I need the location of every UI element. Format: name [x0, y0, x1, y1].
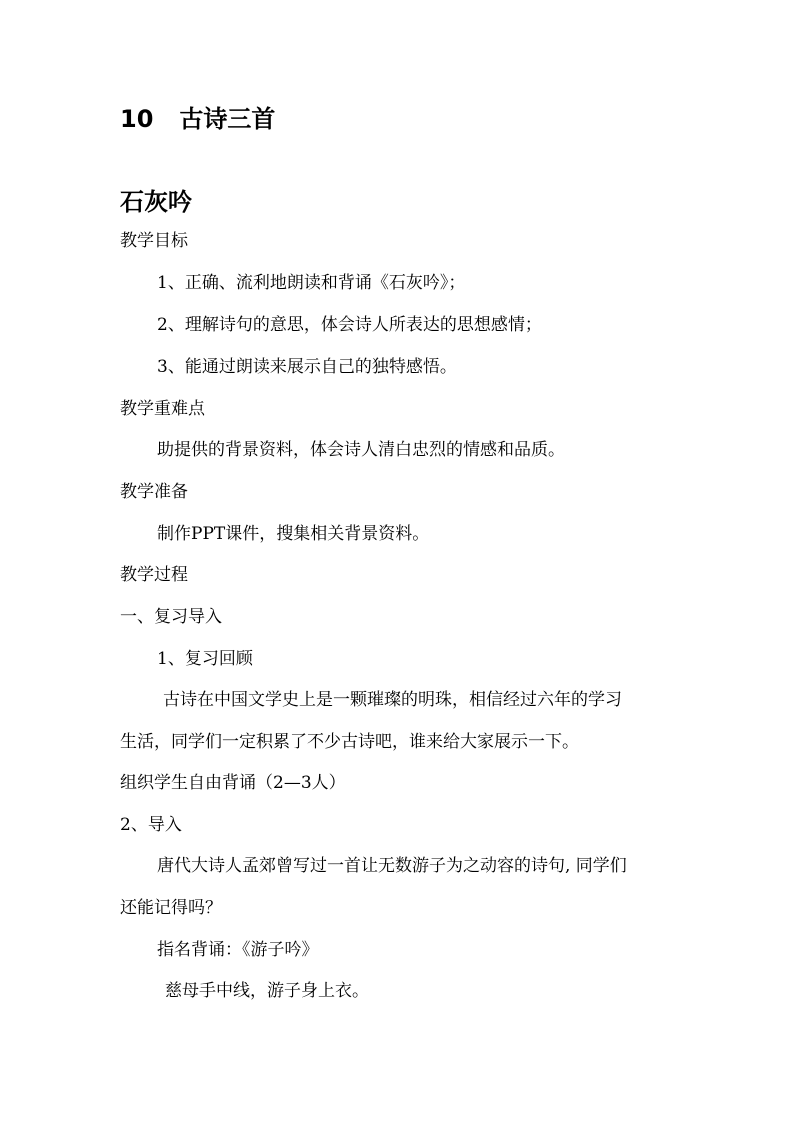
- key-points-text: 助提供的背景资料，体会诗人清白忠烈的情感和品质。: [157, 440, 565, 460]
- heading-process: 教学过程: [120, 565, 188, 585]
- recite-text: 指名背诵：《游子吟》: [157, 940, 319, 960]
- lesson-title: 古诗三首: [179, 105, 276, 133]
- preparation-text: 制作PPT课件，搜集相关背景资料。: [157, 524, 430, 544]
- document-title: [120, 107, 275, 131]
- lesson-number: 10: [120, 105, 154, 133]
- section-title: 石灰吟: [120, 188, 192, 216]
- goal-1: 1、正确、流利地朗读和背诵《石灰吟》；: [157, 273, 466, 293]
- step-2: 2、导入: [120, 815, 182, 835]
- paragraph-2-line-1: 唐代大诗人孟郊曾写过一首让无数游子为之动容的诗句, 同学们: [157, 856, 627, 876]
- paragraph-1-line-1: 古诗在中国文学史上是一颗璀璨的明珠，相信经过六年的学习: [163, 690, 622, 710]
- heading-key-points: 教学重难点: [120, 399, 205, 419]
- heading-preparation: 教学准备: [120, 482, 188, 502]
- paragraph-1-line-2: 生活，同学们一定积累了不少古诗吧，谁来给大家展示一下。: [120, 732, 579, 752]
- step-1: 一、复习导入: [120, 607, 222, 627]
- goal-3: 3、能通过朗读来展示自己的独特感悟。: [157, 357, 457, 377]
- goal-2: 2、理解诗句的意思，体会诗人所表达的思想感情；: [157, 315, 542, 335]
- poem-line: 慈母手中线，游子身上衣。: [165, 981, 369, 1001]
- step-1-1: 1、复习回顾: [157, 649, 253, 669]
- heading-goals: 教学目标: [120, 231, 188, 251]
- paragraph-2-line-2: 还能记得吗？: [120, 898, 222, 918]
- organize-text: 组织学生自由背诵（2—3人）: [120, 773, 346, 793]
